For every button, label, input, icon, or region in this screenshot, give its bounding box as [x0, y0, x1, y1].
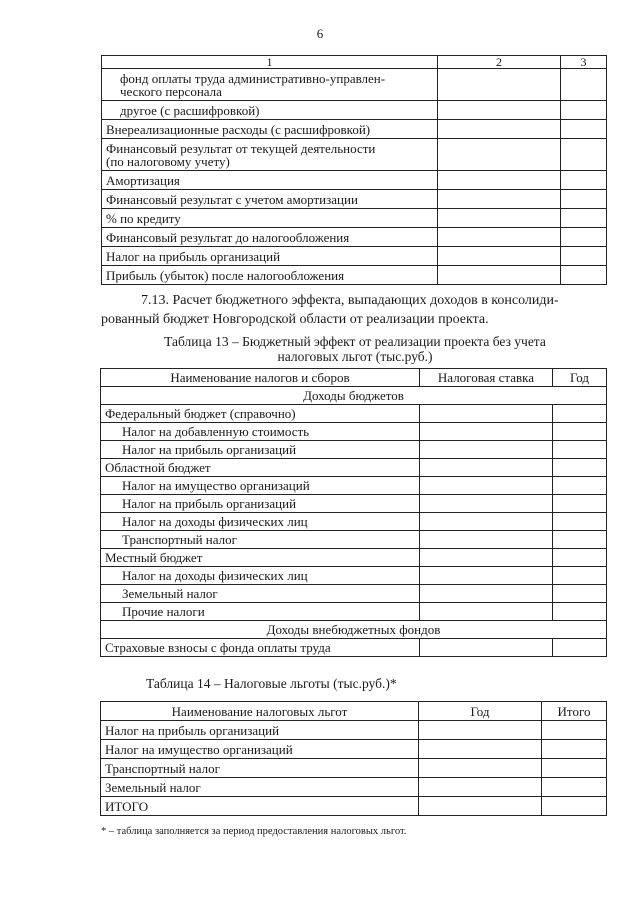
section-paragraph [101, 291, 607, 329]
table13-header-row [101, 369, 607, 387]
table-row [102, 69, 607, 101]
value-cell [420, 639, 553, 657]
value-cell [419, 778, 542, 797]
value-cell [553, 441, 607, 459]
table-row [102, 171, 607, 190]
value-cell [419, 721, 542, 740]
row-label: Транспортный налог [101, 531, 420, 549]
value-cell [420, 567, 553, 585]
column-number: 1 [102, 56, 438, 69]
value-cell [420, 477, 553, 495]
row-label: Амортизация [102, 171, 438, 190]
section-row [101, 621, 607, 639]
table-row [101, 531, 607, 549]
column-header: Наименование налогов и сборов [101, 369, 420, 387]
value-cell [542, 740, 607, 759]
row-label: Налог на доходы физических лиц [101, 567, 420, 585]
table-row [102, 190, 607, 209]
column-header: Год [553, 369, 607, 387]
value-cell [561, 266, 607, 285]
table-row [101, 585, 607, 603]
value-cell [553, 405, 607, 423]
paragraph-line-1: 7.13. Расчет бюджетного эффекта, выпадающих доходов в консолиди- [141, 293, 559, 308]
value-cell [553, 549, 607, 567]
column-number: 2 [438, 56, 561, 69]
row-label: Налог на добавленную стоимость [101, 423, 420, 441]
table-header-row [102, 56, 607, 69]
value-cell [438, 247, 561, 266]
row-label: % по кредиту [102, 209, 438, 228]
column-header: Налоговая ставка [420, 369, 553, 387]
row-label: Финансовый результат с учетом амортизации [102, 190, 438, 209]
table-row [102, 101, 607, 120]
value-cell [553, 639, 607, 657]
footnote: * – таблица заполняется за период предоставления налоговых льгот. [101, 826, 407, 837]
table13-caption [110, 334, 600, 364]
value-cell [561, 228, 607, 247]
value-cell [419, 797, 542, 816]
paragraph-line-2: рованный бюджет Новгородской области от реализации проекта. [101, 312, 489, 327]
table-row [101, 567, 607, 585]
value-cell [420, 585, 553, 603]
row-label: Местный бюджет [101, 549, 420, 567]
value-cell [553, 459, 607, 477]
row-label: фонд оплаты труда административно-управлен- ческого персонала [102, 69, 438, 101]
value-cell [420, 531, 553, 549]
table-row [101, 603, 607, 621]
value-cell [438, 101, 561, 120]
section-title: Доходы внебюджетных фондов [101, 621, 607, 639]
table-row [102, 120, 607, 139]
value-cell [420, 405, 553, 423]
row-label: Внереализационные расходы (с расшифровкой) [102, 120, 438, 139]
value-cell [419, 759, 542, 778]
value-cell [553, 495, 607, 513]
value-cell [438, 266, 561, 285]
table-row [101, 495, 607, 513]
table-row [102, 247, 607, 266]
table-row [101, 797, 607, 816]
row-label: Областной бюджет [101, 459, 420, 477]
row-label: Налог на имущество организаций [101, 477, 420, 495]
table-row [102, 228, 607, 247]
table-row [101, 441, 607, 459]
value-cell [542, 759, 607, 778]
table-row [101, 639, 607, 657]
row-label: Налог на прибыль организаций [101, 441, 420, 459]
row-label: ИТОГО [101, 797, 419, 816]
row-label: другое (с расшифровкой) [102, 101, 438, 120]
table-row [101, 459, 607, 477]
value-cell [438, 228, 561, 247]
value-cell [553, 585, 607, 603]
value-cell [542, 778, 607, 797]
table-row [101, 778, 607, 797]
value-cell [553, 423, 607, 441]
table-row [101, 477, 607, 495]
value-cell [561, 69, 607, 101]
row-label: Транспортный налог [101, 759, 419, 778]
value-cell [561, 171, 607, 190]
row-label: Земельный налог [101, 585, 420, 603]
column-header: Итого [542, 702, 607, 721]
page-number: 6 [316, 26, 324, 41]
section-title: Доходы бюджетов [101, 387, 607, 405]
value-cell [438, 209, 561, 228]
column-header: Наименование налоговых льгот [101, 702, 419, 721]
value-cell [553, 567, 607, 585]
table-14 [100, 701, 607, 816]
value-cell [561, 209, 607, 228]
row-label: Прибыль (убыток) после налогообложения [102, 266, 438, 285]
table-row [101, 721, 607, 740]
row-label: Финансовый результат до налогообложения [102, 228, 438, 247]
table-13 [100, 368, 607, 657]
value-cell [420, 441, 553, 459]
value-cell [420, 423, 553, 441]
section-row [101, 387, 607, 405]
value-cell [438, 190, 561, 209]
value-cell [420, 513, 553, 531]
table14-header-row [101, 702, 607, 721]
value-cell [542, 797, 607, 816]
table-row [101, 759, 607, 778]
value-cell [420, 603, 553, 621]
table-row [102, 266, 607, 285]
row-label: Налог на доходы физических лиц [101, 513, 420, 531]
value-cell [553, 531, 607, 549]
value-cell [561, 190, 607, 209]
row-label: Налог на имущество организаций [101, 740, 419, 759]
table-row [102, 209, 607, 228]
table13-caption-line-1: Таблица 13 – Бюджетный эффект от реализации проекта без учета [164, 334, 546, 349]
value-cell [420, 495, 553, 513]
value-cell [553, 477, 607, 495]
row-label: Прочие налоги [101, 603, 420, 621]
row-label: Налог на прибыль организаций [101, 495, 420, 513]
value-cell [561, 139, 607, 171]
value-cell [561, 101, 607, 120]
table13-caption-line-2: налоговых льгот (тыс.руб.) [277, 349, 433, 364]
value-cell [438, 69, 561, 101]
value-cell [438, 120, 561, 139]
value-cell [438, 139, 561, 171]
table-row [101, 513, 607, 531]
table-row [101, 740, 607, 759]
table14-caption: Таблица 14 – Налоговые льготы (тыс.руб.)* [146, 676, 397, 691]
value-cell [420, 549, 553, 567]
table-row [101, 549, 607, 567]
value-cell [553, 603, 607, 621]
table-row [101, 405, 607, 423]
table-row [101, 423, 607, 441]
row-label: Земельный налог [101, 778, 419, 797]
row-label: Финансовый результат от текущей деятельности (по налоговому учету) [102, 139, 438, 171]
value-cell [561, 247, 607, 266]
table-continuation [101, 55, 607, 285]
row-label: Налог на прибыль организаций [102, 247, 438, 266]
value-cell [542, 721, 607, 740]
value-cell [553, 513, 607, 531]
table-row [102, 139, 607, 171]
value-cell [419, 740, 542, 759]
column-number: 3 [561, 56, 607, 69]
value-cell [420, 459, 553, 477]
row-label: Налог на прибыль организаций [101, 721, 419, 740]
column-header: Год [419, 702, 542, 721]
row-label: Федеральный бюджет (справочно) [101, 405, 420, 423]
row-label: Страховые взносы с фонда оплаты труда [101, 639, 420, 657]
value-cell [561, 120, 607, 139]
value-cell [438, 171, 561, 190]
